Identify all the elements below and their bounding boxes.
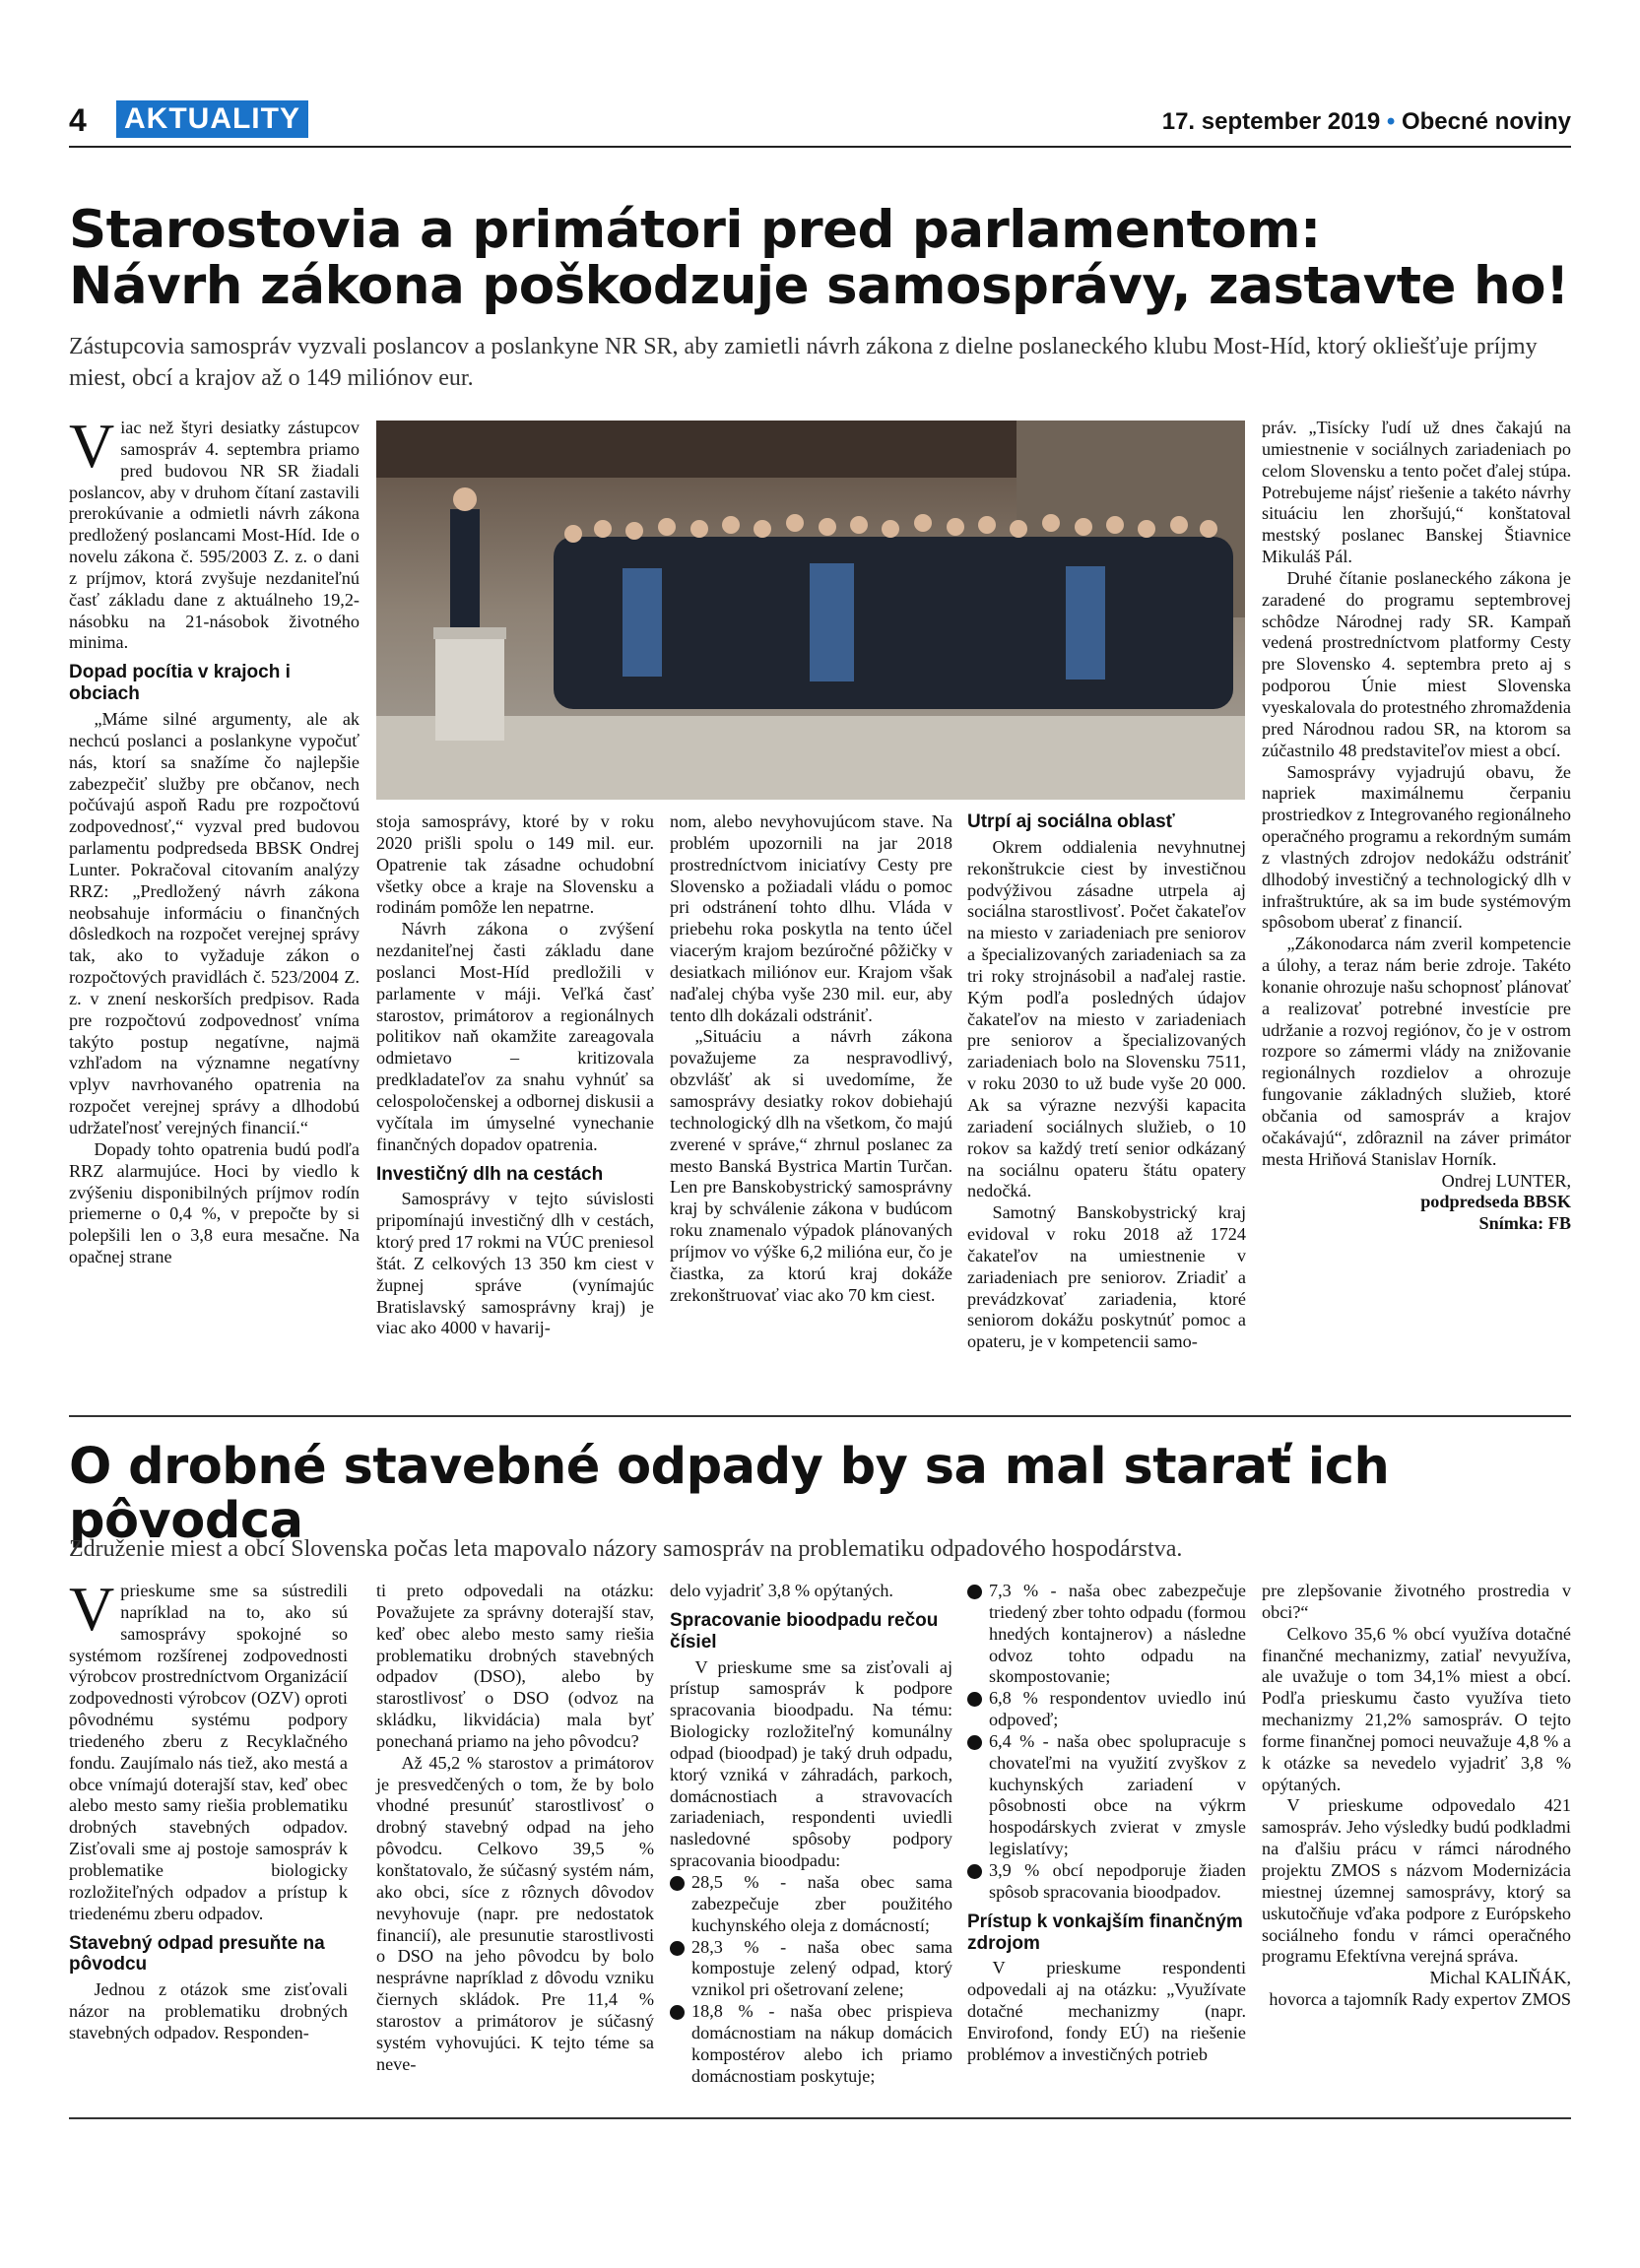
article2-subhead: Prístup k vonkajším finančným zdrojom	[967, 1911, 1243, 1954]
bottom-rule	[69, 2117, 1571, 2119]
article1-paragraph: „Zákonodarca nám zveril kompetencie a úlohy, a teraz nám berie zdroje. Takéto konanie ohrozuje našu schopnosť plánovať a realizovať potrebné investície pre udržanie a rozvoj regiónov, čo je v ostrom rozpore so zámermi vlády na znižovanie regionálnych rozdielov a ohrozuje fungovanie základných služieb, ktoré občania od samospráv a krajov očakávajú“, zdôraznil na záver primátor mesta Hriňová Stanislav Horník.	[1262, 934, 1571, 1169]
article2-paragraph: V prieskume respondenti odpovedali aj na otázku: „Využívate dotačné mechanizmy (napr. Envirofond, fondy EÚ) na riešenie problémov a investičných potrieb	[967, 1958, 1246, 2064]
article1-subhead: Investičný dlh na cestách	[376, 1163, 604, 1185]
article1-column-3	[670, 811, 952, 1306]
article1-deck: Zástupcovia samospráv vyzvali poslancov a poslankyne NR SR, aby zamietli návrh zákona z dielne poslaneckého klubu Most-Híd, ktorý okliešťuje príjmy miest, obcí a krajov až o 149 miliónov eur.	[69, 334, 1538, 392]
article2-column-1	[69, 1574, 348, 2044]
bullet-item: 18,8 % - naša obec prispieva domácnostiam na nákup domácich kompostérov alebo ich priamo domácnostiam poskytuje;	[670, 2001, 952, 2087]
article1-paragraph: Okrem oddialenia nevyhnutnej rekonštrukcie ciest by investičnou podvýživou zásadne utrpela aj sociálna starostlivosť. Počet čakateľov na miesto v zariadeniach pre seniorov a špecializovaných zariadeniach sa za tri roky strojnásobil a naďalej rastie. Kým podľa posledných údajov čakateľov na miesto v zariadeniach pre seniorov a špecializovaných zariadeniach bolo na Slovensku 7511, v roku 2030 to už bude vyše 20 000. Ak sa výrazne nezvýši kapacita zariadení sociálnych služieb, o 10 rokov sa každý tretí senior odkázaný na sociálnu opateru štátu opatery nedočká.	[967, 836, 1246, 1201]
author-signature: Michal KALIŇÁK,	[1429, 1968, 1571, 1988]
article1-column-5	[1262, 418, 1571, 1235]
separator-dot: •	[1386, 108, 1396, 135]
article1-paragraph: Samosprávy vyjadrujú obavu, že napriek maximálnemu čerpaniu prostriedkov z Integrovaného regionálneho operačného programu a rekordným sumám z vlastných zdrojov nedokážu odstrániť dlhodobý investičný a technologický dlh v infraštruktúre, ak sa im bude systémovým spôsobom uberať z financií.	[1262, 761, 1571, 933]
bullet-item: 28,5 % - naša obec sama zabezpečuje zber použitého kuchynského oleja z domácností;	[670, 1872, 952, 1937]
author-signature: Ondrej LUNTER,	[1441, 1170, 1571, 1191]
bullet-item: 28,3 % - naša obec sama kompostuje zelený odpad, ktorý vznikol pri ošetrovaní zelene;	[670, 1937, 952, 2002]
photo-credit: Snímka: FB	[1478, 1213, 1571, 1234]
article2-headline: O drobné stavebné odpady by sa mal starať ich pôvodca	[69, 1438, 1390, 1551]
article2-deck: Združenie miest a obcí Slovenska počas leta mapovalo názory samospráv na problematiku odpadového hospodárstva.	[69, 1536, 1183, 1562]
article1-headline-line1: Starostovia a primátori pred parlamentom:	[69, 200, 1321, 260]
drop-cap: V	[69, 1574, 115, 1644]
drop-cap: V	[69, 411, 115, 481]
article2-paragraph: Až 45,2 % starostov a primátorov je presvedčených o tom, že by bolo vhodné presunúť starostlivosť o drobný stavebný odpad na jeho pôvodcu. Celkovo 39,5 % konštatovalo, že súčasný systém nám, ako obci, síce z rôznych dôvodov nevyhovuje (napr. pre nedostatok financií), ale presunutie starostlivosti o DSO na jeho pôvodcu by bolo nesprávne napríklad z dôvodu vzniku čiernych skládok. Pre 11,4 % starostov a primátorov je súčasný systém vyhovujúci. K tejto téme sa neve-	[376, 1752, 654, 2074]
article2-subhead: Stavebný odpad presuňte na pôvodcu	[69, 1932, 325, 1976]
article2-paragraph: Celkovo 35,6 % obcí využíva dotačné finančné mechanizmy, zatiaľ nevyužíva, ale uvažuje o tom 34,1% miest a obcí. Podľa prieskumu často využíva tieto mechanizmy 21,2% samospráv. O tejto forme finančnej pomoci neuvažuje 4,8 % a k otázke sa nevedelo vyjadriť 3,8 % opýtaných.	[1262, 1623, 1571, 1794]
article1-paragraph: Návrh zákona o zvýšení nezdaniteľnej časti základu dane poslanci Most-Híd predložili v parlamente v máji. Veľká časť starostov, primátorov a regionálnych politikov naň okamžite zareagovala odmietavo – kritizovala predkladateľov za snahu vyhnúť sa celospoločenskej a odbornej diskusii a vyčítala im úmyselné vynechanie finančných dopadov opatrenia.	[376, 919, 654, 1154]
article2-paragraph: V prieskume sme sa zisťovali aj prístup samospráv k podpore spracovania bioodpadu. Na tému: Biologicky rozložiteľný komunálny odpad (bioodpad) je taký druh odpadu, ktorý vzniká v záhradách, parkoch, domácnostiach a stravovacích zariadeniach, respondenti uviedli nasledovné spôsoby podpory spracovania bioodpadu:	[670, 1656, 952, 1871]
article2-paragraph: V prieskume odpovedalo 421 samospráv. Jeho výsledky budú podkladmi na ďalšiu prácu v rámci národného projektu ZMOS s názvom Modernizácia miestnej územnej samosprávy, ktorý sa uskutočňuje vďaka podpore z Európskeho sociálneho fondu v rámci operačného programu Efektívna verejná správa.	[1262, 1795, 1571, 1967]
article2-paragraph: Vprieskume sme sa sústredili napríklad na to, ako sú samosprávy spokojné so systémom rozšírenej zodpovednosti výrobcov prostredníctvom Organizácií zodpovednosti výrobcov (OZV) oproti pôvodnému systému podpory triedeného zberu z Recyklačného fondu. Zaujímalo nás tiež, ako mestá a obce vnímajú doterajší stav, keď obec alebo mesto samy riešia problematiku drobných stavebných odpadov. Zisťovali sme aj postoje samospráv k problematike biologicky rozložiteľných odpadov a prístup k triedenému zberu odpadov.	[69, 1574, 348, 1923]
article1-headline	[69, 200, 1571, 317]
article2-paragraph: Jednou z otázok sme zisťovali názor na problematiku drobných stavebných odpadov. Responden-	[69, 1979, 348, 2042]
article1-headline-line2: Návrh zákona poškodzuje samosprávy, zastavte ho!	[69, 256, 1569, 317]
article2-column-5	[1262, 1581, 1571, 2011]
bullet-item: 7,3 % - naša obec zabezpečuje triedený zber tohto odpadu (formou hnedých kontajnerov) a následne odvoz tohto odpadu na skompostovanie;	[967, 1581, 1246, 1688]
publication-name: Obecné noviny	[1401, 108, 1571, 135]
page-header	[69, 100, 1571, 144]
article1-paragraph: „Máme silné argumenty, ale ak nechcú poslanci a poslankyne vypočuť nás, ktorí sa snažíme čo najlepšie zabezpečiť služby pre občanov, nech počúvajú aspoň Radu pre rozpočtovú zodpovednosť,“ vyzval pred budovou parlamentu podpredseda BBSK Ondrej Lunter. Pokračoval citovaním analýzy RRZ: „Predložený návrh zákona neobsahuje informáciu o finančných dôsledkoch na rozpočet verejnej správy tak, ako to vyžaduje zákon o rozpočtových pravidlách č. 523/2004 Z. z. v znení neskorších predpisov. Rada pre rozpočtovú zodpovednosť vníma takýto postup negatívne, najmä vzhľadom na významne negatívny vplyv navrhovaného opatrenia na rozpočet verejnej správy a dlhodobú udržateľnosť verejných financií.“	[69, 708, 360, 1137]
bullet-item: 6,4 % - naša obec spolupracuje s chovateľmi na využití zvyškov z kuchynských zariadení v pôsobnosti obce na výkrm hospodárskych zvierat v zmysle legislatívy;	[967, 1731, 1246, 1860]
bullet-item: 3,9 % obcí nepodporuje žiaden spôsob spracovania bioodpadov.	[967, 1860, 1246, 1904]
article2-paragraph: ti preto odpovedali na otázku: Považujete za správny doterajší stav, keď obec alebo mesto samy riešia problematiku drobných stavebných odpadov (DSO), alebo by starostlivosť o DSO (odvoz na skládku, likvidácia) mala byť ponechaná priamo na jeho pôvodcu?	[376, 1581, 654, 1751]
header-rule	[69, 146, 1571, 148]
article-divider	[69, 1415, 1571, 1417]
photo-illustration	[376, 421, 1245, 800]
article1-paragraph: Dopady tohto opatrenia budú podľa RRZ alarmujúce. Hoci by viedlo k zvýšeniu disponibilných príjmov rodín priemerne o 0,4 %, v prepočte by si polepšili len o 3,8 eura mesačne. Na opačnej strane	[69, 1138, 360, 1267]
section-tag: AKTUALITY	[116, 100, 308, 138]
article1-paragraph: Samosprávy v tejto súvislosti pripomínajú investičný dlh v cestách, ktorý pred 17 rokmi na VÚC preniesol štát. Z celkových 13 350 km ciest v župnej správe (vynímajúc Bratislavský samosprávny kraj) je viac ako 4000 v havarij-	[376, 1189, 654, 1338]
press-conference-photo	[376, 421, 1245, 800]
dateline	[1162, 108, 1571, 136]
article1-paragraph: stoja samosprávy, ktoré by v roku 2020 prišli spolu o 149 mil. eur. Opatrenie tak zásadne ochudobní všetky obce a kraje na Slovensku a rodinám pomôže len nepatrne.	[376, 811, 654, 918]
article1-subhead: Utrpí aj sociálna oblasť	[967, 811, 1175, 832]
article1-paragraph: Druhé čítanie poslaneckého zákona je zaradené do programu septembrovej schôdze Národnej rady SR. Kampaň vedená prostredníctvom platformy Cesty pre Slovensko 4. septembra preto aj s podporou Únie miest Slovenska vyeskalovala do protestného zhromaždenia pred Národnou radou SR, na ktorom sa zúčastnilo 48 predstaviteľov miest a obcí.	[1262, 567, 1571, 760]
article1-paragraph: práv. „Tisícky ľudí už dnes čakajú na umiestnenie v sociálnych zariadeniach po celom Slovensku a tento počet ďalej stúpa. Potrebujeme nájsť riešenie a takéto návrhy situáciu len zhoršujú,“ konštatoval mestský poslanec Banskej Štiavnice Mikuláš Pál.	[1262, 418, 1571, 567]
page-number: 4	[69, 102, 87, 138]
author-role: podpredseda BBSK	[1420, 1192, 1571, 1212]
article2-column-2	[376, 1581, 654, 2075]
author-role: hovorca a tajomník Rady expertov ZMOS	[1269, 1989, 1571, 2010]
article1-paragraph: Viac než štyri desiatky zástupcov samospráv 4. septembra priamo pred budovou NR SR žiadali poslancov, aby v druhom čítaní zastavili prerokúvanie a odmietli návrh zákona predložený poslancami Most-Híd. Ide o novelu zákona č. 595/2003 Z. z. o dani z príjmov, ktorá zvyšuje nezdaniteľnú časť základu dane z aktuálneho 19,2-násobku na 21-násobok životného minima.	[69, 411, 360, 653]
article2-subhead: Spracovanie bioodpadu rečou čísiel	[670, 1609, 939, 1652]
article2-column-3	[670, 1581, 952, 2087]
article1-column-2	[376, 811, 654, 1339]
bullet-item: 6,8 % respondentov uviedlo inú odpoveď;	[967, 1688, 1246, 1731]
article1-subhead: Dopad pocítia v krajoch i obciach	[69, 662, 291, 705]
article2-column-4	[967, 1581, 1246, 2066]
issue-date: 17. september 2019	[1161, 108, 1381, 135]
article1-paragraph: nom, alebo nevyhovujúcom stave. Na problém upozornili na jar 2018 prostredníctvom iniciatívy Cesty pre Slovensko a požiadali vládu o pomoc pri odstránení tohto dlhu. Vláda v priebehu roka poskytla na tento účel viacerým krajom bezúročné pôžičky v desiatkach miliónov eur. Krajom však naďalej chýba vyše 230 mil. eur, aby tento dlh dokázali odstrániť.	[670, 811, 952, 1025]
article1-paragraph: „Situáciu a návrh zákona považujeme za nespravodlivý, obzvlášť ak si uvedomíme, že samosprávy desiatky rokov dobiehajú technologický dlh na všetkom, čo majú zverené v správe,“ zhrnul poslanec za mesto Banská Bystrica Martin Turčan. Len pre Banskobystrický samosprávny kraj by schválenie zákona v budúcom roku znamenalo výpadok plánovaných príjmov vo výške 6,2 milióna eur, čo je čiastka, za ktorú kraj dokáže zrekonštruovať viac ako 70 km ciest.	[670, 1026, 952, 1305]
article1-paragraph: Samotný Banskobystrický kraj evidoval v roku 2018 až 1724 čakateľov na umiestnenie v zariadeniach pre seniorov. Zriadiť a prevádzkovať zariadenia, ktoré seniorom dokážu poskytnúť pomoc a opateru, je v kompetencii samo-	[967, 1202, 1246, 1352]
article1-column-4	[967, 811, 1246, 1353]
article1-column-1	[69, 411, 360, 1268]
article2-paragraph: pre zlepšovanie životného prostredia v obci?“	[1262, 1581, 1571, 1622]
article2-paragraph: delo vyjadriť 3,8 % opýtaných.	[670, 1581, 893, 1600]
